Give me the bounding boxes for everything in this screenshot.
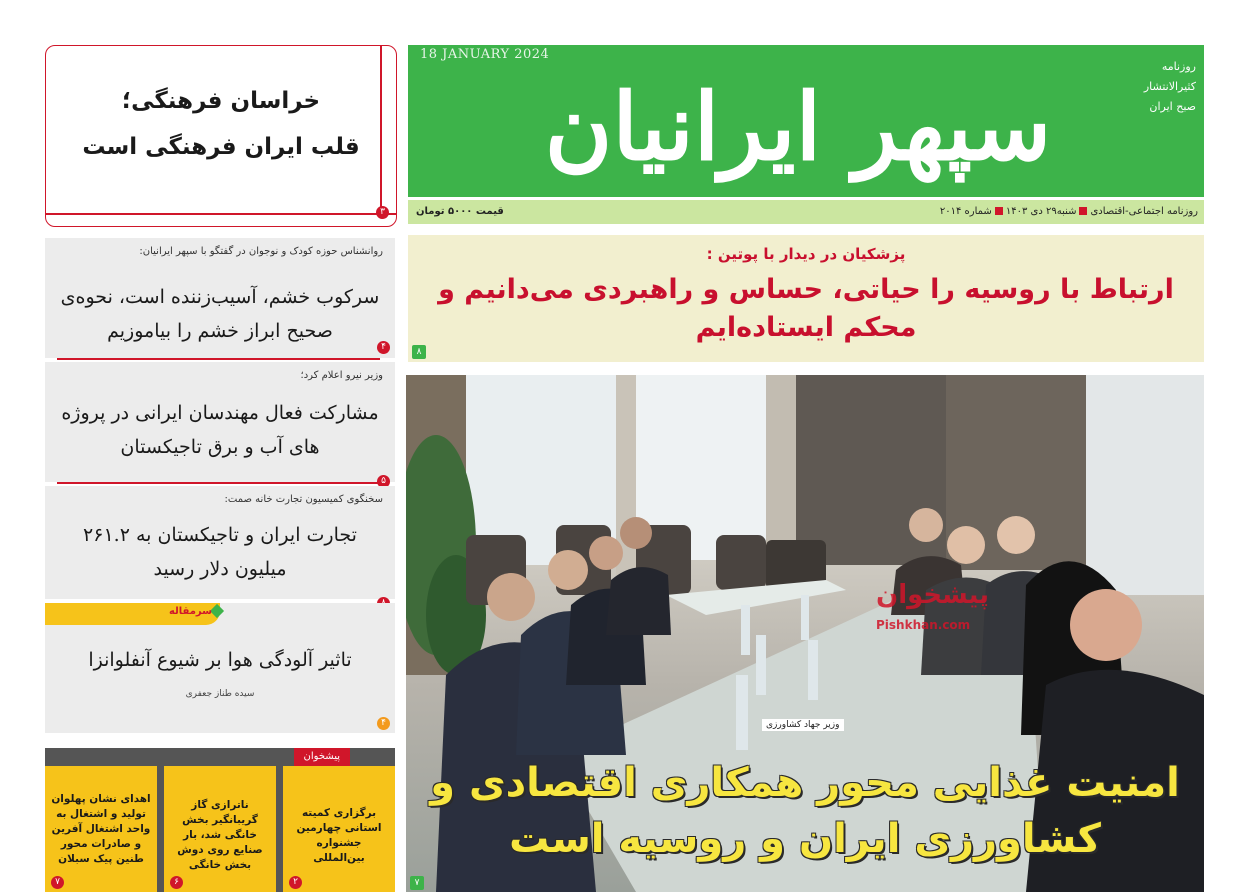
story-title: تجارت ایران و تاجیکستان به ۲۶۱.۲ میلیون دلار رسید bbox=[83, 524, 357, 580]
divider bbox=[46, 213, 396, 215]
editorial-box[interactable] bbox=[45, 603, 395, 733]
watermark-logo: پیشخوان bbox=[876, 580, 989, 610]
page-number-badge: ۸ bbox=[412, 345, 426, 359]
page-number-badge: ۳ bbox=[376, 206, 389, 219]
headline-title: ارتباط با روسیه را حیاتی، حساس و راهبردی می‌دانیم و محکم ایستاده‌ایم bbox=[438, 274, 1174, 343]
page-number-badge: ۷ bbox=[410, 876, 424, 890]
editorial-label bbox=[45, 603, 220, 625]
page-number-badge: ۵ bbox=[377, 475, 390, 488]
page-number-badge: ۴ bbox=[377, 717, 390, 730]
story-3[interactable] bbox=[45, 486, 395, 599]
masthead-date: 18 JANUARY 2024 bbox=[420, 47, 550, 62]
divider bbox=[57, 358, 380, 360]
masthead-tagline bbox=[1106, 57, 1196, 117]
page-number-badge: ۷ bbox=[51, 876, 64, 889]
issue-date: شنبه۲۹ دی ۱۴۰۳ bbox=[1005, 206, 1077, 217]
tagline-line-1: روزنامه bbox=[1161, 60, 1196, 73]
page-number-badge: ۲ bbox=[289, 876, 302, 889]
editorial-label-text: سرمقاله bbox=[168, 606, 212, 617]
paper-type: روزنامه اجتماعی-اقتصادی bbox=[1090, 206, 1198, 217]
pishkhan-item-2[interactable] bbox=[164, 766, 276, 892]
story-title: سرکوب خشم، آسیب‌زننده است، نحوه‌ی صحیح ابراز خشم را بیاموزیم bbox=[60, 286, 380, 342]
main-headline-box[interactable] bbox=[408, 235, 1204, 362]
photo-caption: وزیر جهاد کشاورزی bbox=[762, 719, 844, 731]
square-bullet-icon bbox=[995, 207, 1003, 215]
story-kicker: سخنگوی کمیسیون تجارت خانه صمت: bbox=[224, 494, 383, 505]
divider bbox=[57, 482, 380, 484]
diamond-icon bbox=[210, 604, 224, 618]
photo-headline: امنیت غذایی محور همکاری اقتصادی و کشاورزی ایران و روسیه است bbox=[430, 760, 1180, 862]
pishkhan-item-text: اهدای نشان پهلوان تولید و اشتغال به واحد اشتغال آفرین و صادرات محور طنین پیک سبلان bbox=[51, 793, 151, 865]
teaser-line-1: خراسان فرهنگی؛ bbox=[121, 88, 321, 114]
square-bullet-icon bbox=[1079, 207, 1087, 215]
divider bbox=[380, 46, 382, 215]
teaser-box[interactable] bbox=[45, 45, 397, 227]
pishkhan-item-text: برگزاری کمیته استانی چهارمین جشنواره بین‌المللی bbox=[296, 807, 382, 864]
masthead bbox=[408, 45, 1204, 197]
pishkhan-tab: پیشخوان bbox=[294, 748, 350, 766]
tagline-line-2: کثیرالانتشار bbox=[1143, 80, 1196, 93]
headline-kicker: پزشکیان در دیدار با پوتین : bbox=[706, 245, 906, 263]
page-number-badge: ۴ bbox=[377, 341, 390, 354]
masthead-info-bar bbox=[408, 200, 1204, 224]
pishkhan-item-text: ناترازی گاز گریبانگیر بخش خانگی شد، بار صنایع روی دوش بخش خانگی bbox=[177, 799, 263, 871]
editorial-author: سیده طناز جعفری bbox=[185, 689, 255, 699]
story-kicker: وزیر نیرو اعلام کرد؛ bbox=[300, 370, 383, 381]
price: قیمت ۵۰۰۰ تومان bbox=[416, 206, 504, 217]
pishkhan-item-1[interactable] bbox=[283, 766, 395, 892]
editorial-title: تاثیر آلودگی هوا بر شیوع آنفلوانزا bbox=[88, 649, 352, 671]
story-1[interactable] bbox=[45, 238, 395, 358]
lead-photo[interactable] bbox=[406, 375, 1204, 892]
page-number-badge: ۶ bbox=[170, 876, 183, 889]
pishkhan-item-3[interactable] bbox=[45, 766, 157, 892]
newspaper-logo: سپهر ایرانیان bbox=[544, 73, 1052, 181]
issue-number: شماره ۲۰۱۴ bbox=[939, 206, 992, 217]
story-2[interactable] bbox=[45, 362, 395, 486]
issue-info bbox=[940, 200, 1198, 224]
teaser-title bbox=[46, 78, 396, 170]
story-kicker: روانشناس حوزه کودک و نوجوان در گفتگو با سپهر ایرانیان: bbox=[139, 246, 383, 257]
tagline-line-3: صبح ایران bbox=[1149, 100, 1196, 113]
pishkhan-strip bbox=[45, 748, 395, 892]
watermark-url: Pishkhan.com bbox=[876, 618, 971, 632]
story-title: مشارکت فعال مهندسان ایرانی در پروژه های آب و برق تاجیکستان bbox=[61, 402, 379, 458]
teaser-line-2: قلب ایران فرهنگی است bbox=[82, 134, 360, 160]
